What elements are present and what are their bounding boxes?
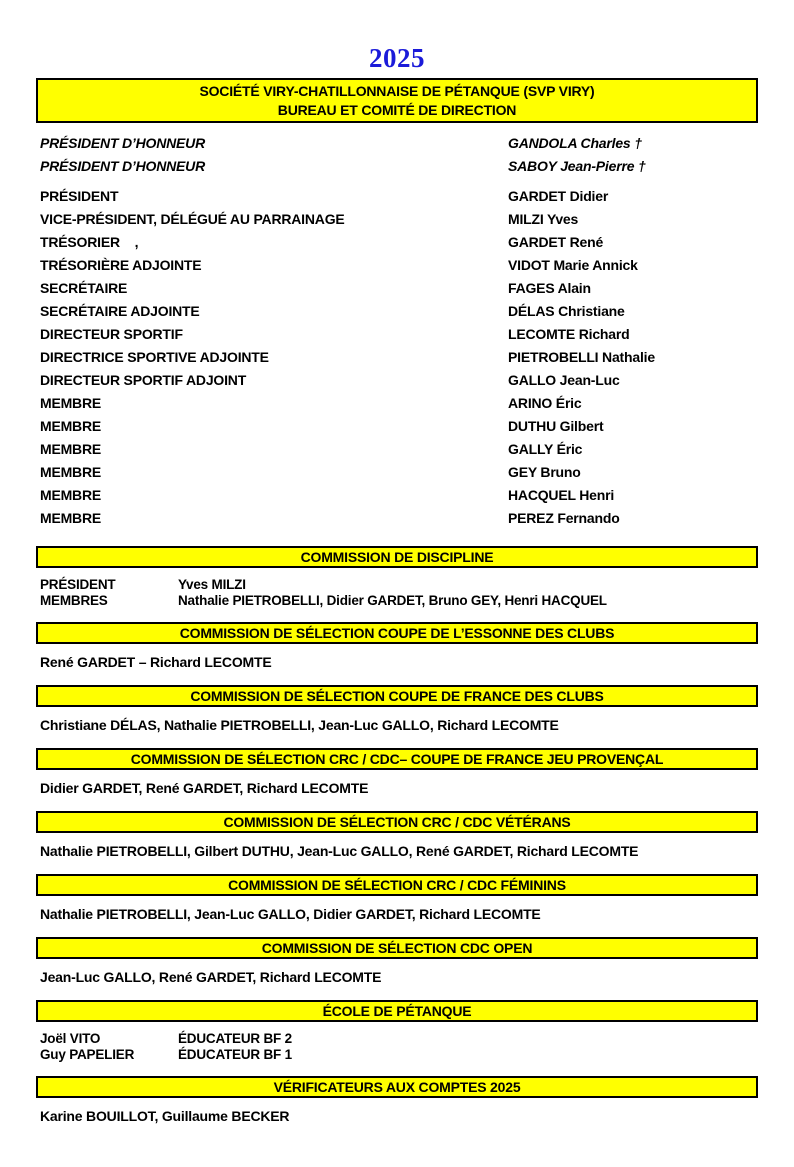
- pair-row: [40, 593, 754, 609]
- section-members: Christiane DÉLAS, Nathalie PIETROBELLI, Jean-Luc GALLO, Richard LECOMTE: [40, 717, 559, 733]
- pair-row: [40, 1031, 754, 1047]
- role-label: DIRECTEUR SPORTIF: [40, 326, 183, 342]
- document-page: [0, 44, 794, 1167]
- member-name: DUTHU Gilbert: [508, 418, 604, 434]
- pair-value: Yves MILZI: [178, 577, 246, 592]
- member-name: GANDOLA Charles †: [508, 135, 642, 151]
- section: [0, 748, 794, 798]
- bureau-row: [40, 326, 754, 349]
- bureau-row: [40, 158, 754, 181]
- bureau-row: [40, 487, 754, 510]
- pair-value: ÉDUCATEUR BF 1: [178, 1047, 292, 1062]
- role-label: MEMBRE: [40, 395, 102, 411]
- section-banner: COMMISSION DE SÉLECTION CRC / CDC FÉMININS: [36, 874, 758, 896]
- member-name: GALLO Jean-Luc: [508, 372, 620, 388]
- section-members: Karine BOUILLOT, Guillaume BECKER: [40, 1108, 290, 1124]
- section: [0, 811, 794, 861]
- member-name: MILZI Yves: [508, 211, 579, 227]
- member-name: GEY Bruno: [508, 464, 581, 480]
- section-members: Jean-Luc GALLO, René GARDET, Richard LECOMTE: [40, 969, 382, 985]
- role-label: MEMBRE: [40, 464, 102, 480]
- member-name: GARDET Didier: [508, 188, 609, 204]
- role-label: DIRECTEUR SPORTIF ADJOINT: [40, 372, 247, 388]
- bureau-row: [40, 372, 754, 395]
- bureau-row: [40, 280, 754, 303]
- role-label: MEMBRE: [40, 418, 102, 434]
- year-title: 2025: [369, 43, 425, 73]
- bureau-list: [40, 135, 754, 533]
- bureau-row: [40, 510, 754, 533]
- role-label: DIRECTRICE SPORTIVE ADJOINTE: [40, 349, 269, 365]
- header-banner-line1: SOCIÉTÉ VIRY-CHATILLONNAISE DE PÉTANQUE (SVP VIRY): [199, 83, 595, 99]
- header-banner: [36, 78, 758, 123]
- section-members: Nathalie PIETROBELLI, Gilbert DUTHU, Jean-Luc GALLO, René GARDET, Richard LECOMTE: [40, 843, 639, 859]
- section-members: Nathalie PIETROBELLI, Jean-Luc GALLO, Didier GARDET, Richard LECOMTE: [40, 906, 541, 922]
- bureau-row: [40, 349, 754, 372]
- member-name: DÉLAS Christiane: [508, 303, 625, 319]
- bureau-row: [40, 211, 754, 234]
- pair-label: PRÉSIDENT: [40, 577, 116, 592]
- member-name: ARINO Éric: [508, 395, 582, 411]
- role-label: SECRÉTAIRE: [40, 280, 128, 296]
- section-banner: COMMISSION DE SÉLECTION COUPE DE FRANCE DES CLUBS: [36, 685, 758, 707]
- role-label: MEMBRE: [40, 487, 102, 503]
- member-name: LECOMTE Richard: [508, 326, 630, 342]
- member-name: GARDET René: [508, 234, 604, 250]
- role-label: MEMBRE: [40, 510, 102, 526]
- member-name: VIDOT Marie Annick: [508, 257, 638, 273]
- role-label: MEMBRE: [40, 441, 102, 457]
- member-name: SABOY Jean-Pierre †: [508, 158, 646, 174]
- role-label: PRÉSIDENT D’HONNEUR: [40, 135, 205, 151]
- section-banner: COMMISSION DE SÉLECTION CRC / CDC– COUPE DE FRANCE JEU PROVENÇAL: [36, 748, 758, 770]
- pair-label: Guy PAPELIER: [40, 1047, 135, 1062]
- member-name: FAGES Alain: [508, 280, 591, 296]
- pair-label: Joël VITO: [40, 1031, 101, 1046]
- section-pairs: [40, 577, 754, 609]
- role-label: VICE-PRÉSIDENT, DÉLÉGUÉ AU PARRAINAGE: [40, 211, 345, 227]
- member-name: PIETROBELLI Nathalie: [508, 349, 655, 365]
- role-label: PRÉSIDENT: [40, 188, 119, 204]
- section: [0, 622, 794, 672]
- pair-row: [40, 1047, 754, 1063]
- section-members: René GARDET – Richard LECOMTE: [40, 654, 272, 670]
- pair-value: ÉDUCATEUR BF 2: [178, 1031, 292, 1046]
- member-name: PEREZ Fernando: [508, 510, 620, 526]
- bureau-row: [40, 464, 754, 487]
- section-pairs: [40, 1031, 754, 1063]
- section: [0, 685, 794, 735]
- role-label: PRÉSIDENT D’HONNEUR: [40, 158, 205, 174]
- bureau-row: [40, 303, 754, 326]
- bureau-row: [40, 135, 754, 158]
- member-name: GALLY Éric: [508, 441, 583, 457]
- member-name: HACQUEL Henri: [508, 487, 615, 503]
- section-banner: COMMISSION DE DISCIPLINE: [36, 546, 758, 568]
- pair-value: Nathalie PIETROBELLI, Didier GARDET, Bruno GEY, Henri HACQUEL: [178, 593, 607, 608]
- bureau-row: [40, 395, 754, 418]
- role-label: SECRÉTAIRE ADJOINTE: [40, 303, 200, 319]
- bureau-row: [40, 234, 754, 257]
- section-banner: COMMISSION DE SÉLECTION CRC / CDC VÉTÉRANS: [36, 811, 758, 833]
- section: [0, 937, 794, 987]
- section: [0, 546, 794, 609]
- header-banner-line2: BUREAU ET COMITÉ DE DIRECTION: [277, 102, 517, 118]
- bureau-row: [40, 418, 754, 441]
- section: [0, 1076, 794, 1126]
- section-banner: COMMISSION DE SÉLECTION COUPE DE L’ESSONNE DES CLUBS: [36, 622, 758, 644]
- section-banner: COMMISSION DE SÉLECTION CDC OPEN: [36, 937, 758, 959]
- section: [0, 1000, 794, 1063]
- bureau-row: [40, 257, 754, 280]
- sections: [0, 546, 794, 1126]
- pair-label: MEMBRES: [40, 593, 108, 608]
- section-members: Didier GARDET, René GARDET, Richard LECOMTE: [40, 780, 369, 796]
- bureau-row: [40, 441, 754, 464]
- role-label: TRÉSORIER ,: [40, 234, 139, 250]
- bureau-row: [40, 188, 754, 211]
- section-banner: ÉCOLE DE PÉTANQUE: [36, 1000, 758, 1022]
- role-label: TRÉSORIÈRE ADJOINTE: [40, 257, 202, 273]
- pair-row: [40, 577, 754, 593]
- section: [0, 874, 794, 924]
- section-banner: VÉRIFICATEURS AUX COMPTES 2025: [36, 1076, 758, 1098]
